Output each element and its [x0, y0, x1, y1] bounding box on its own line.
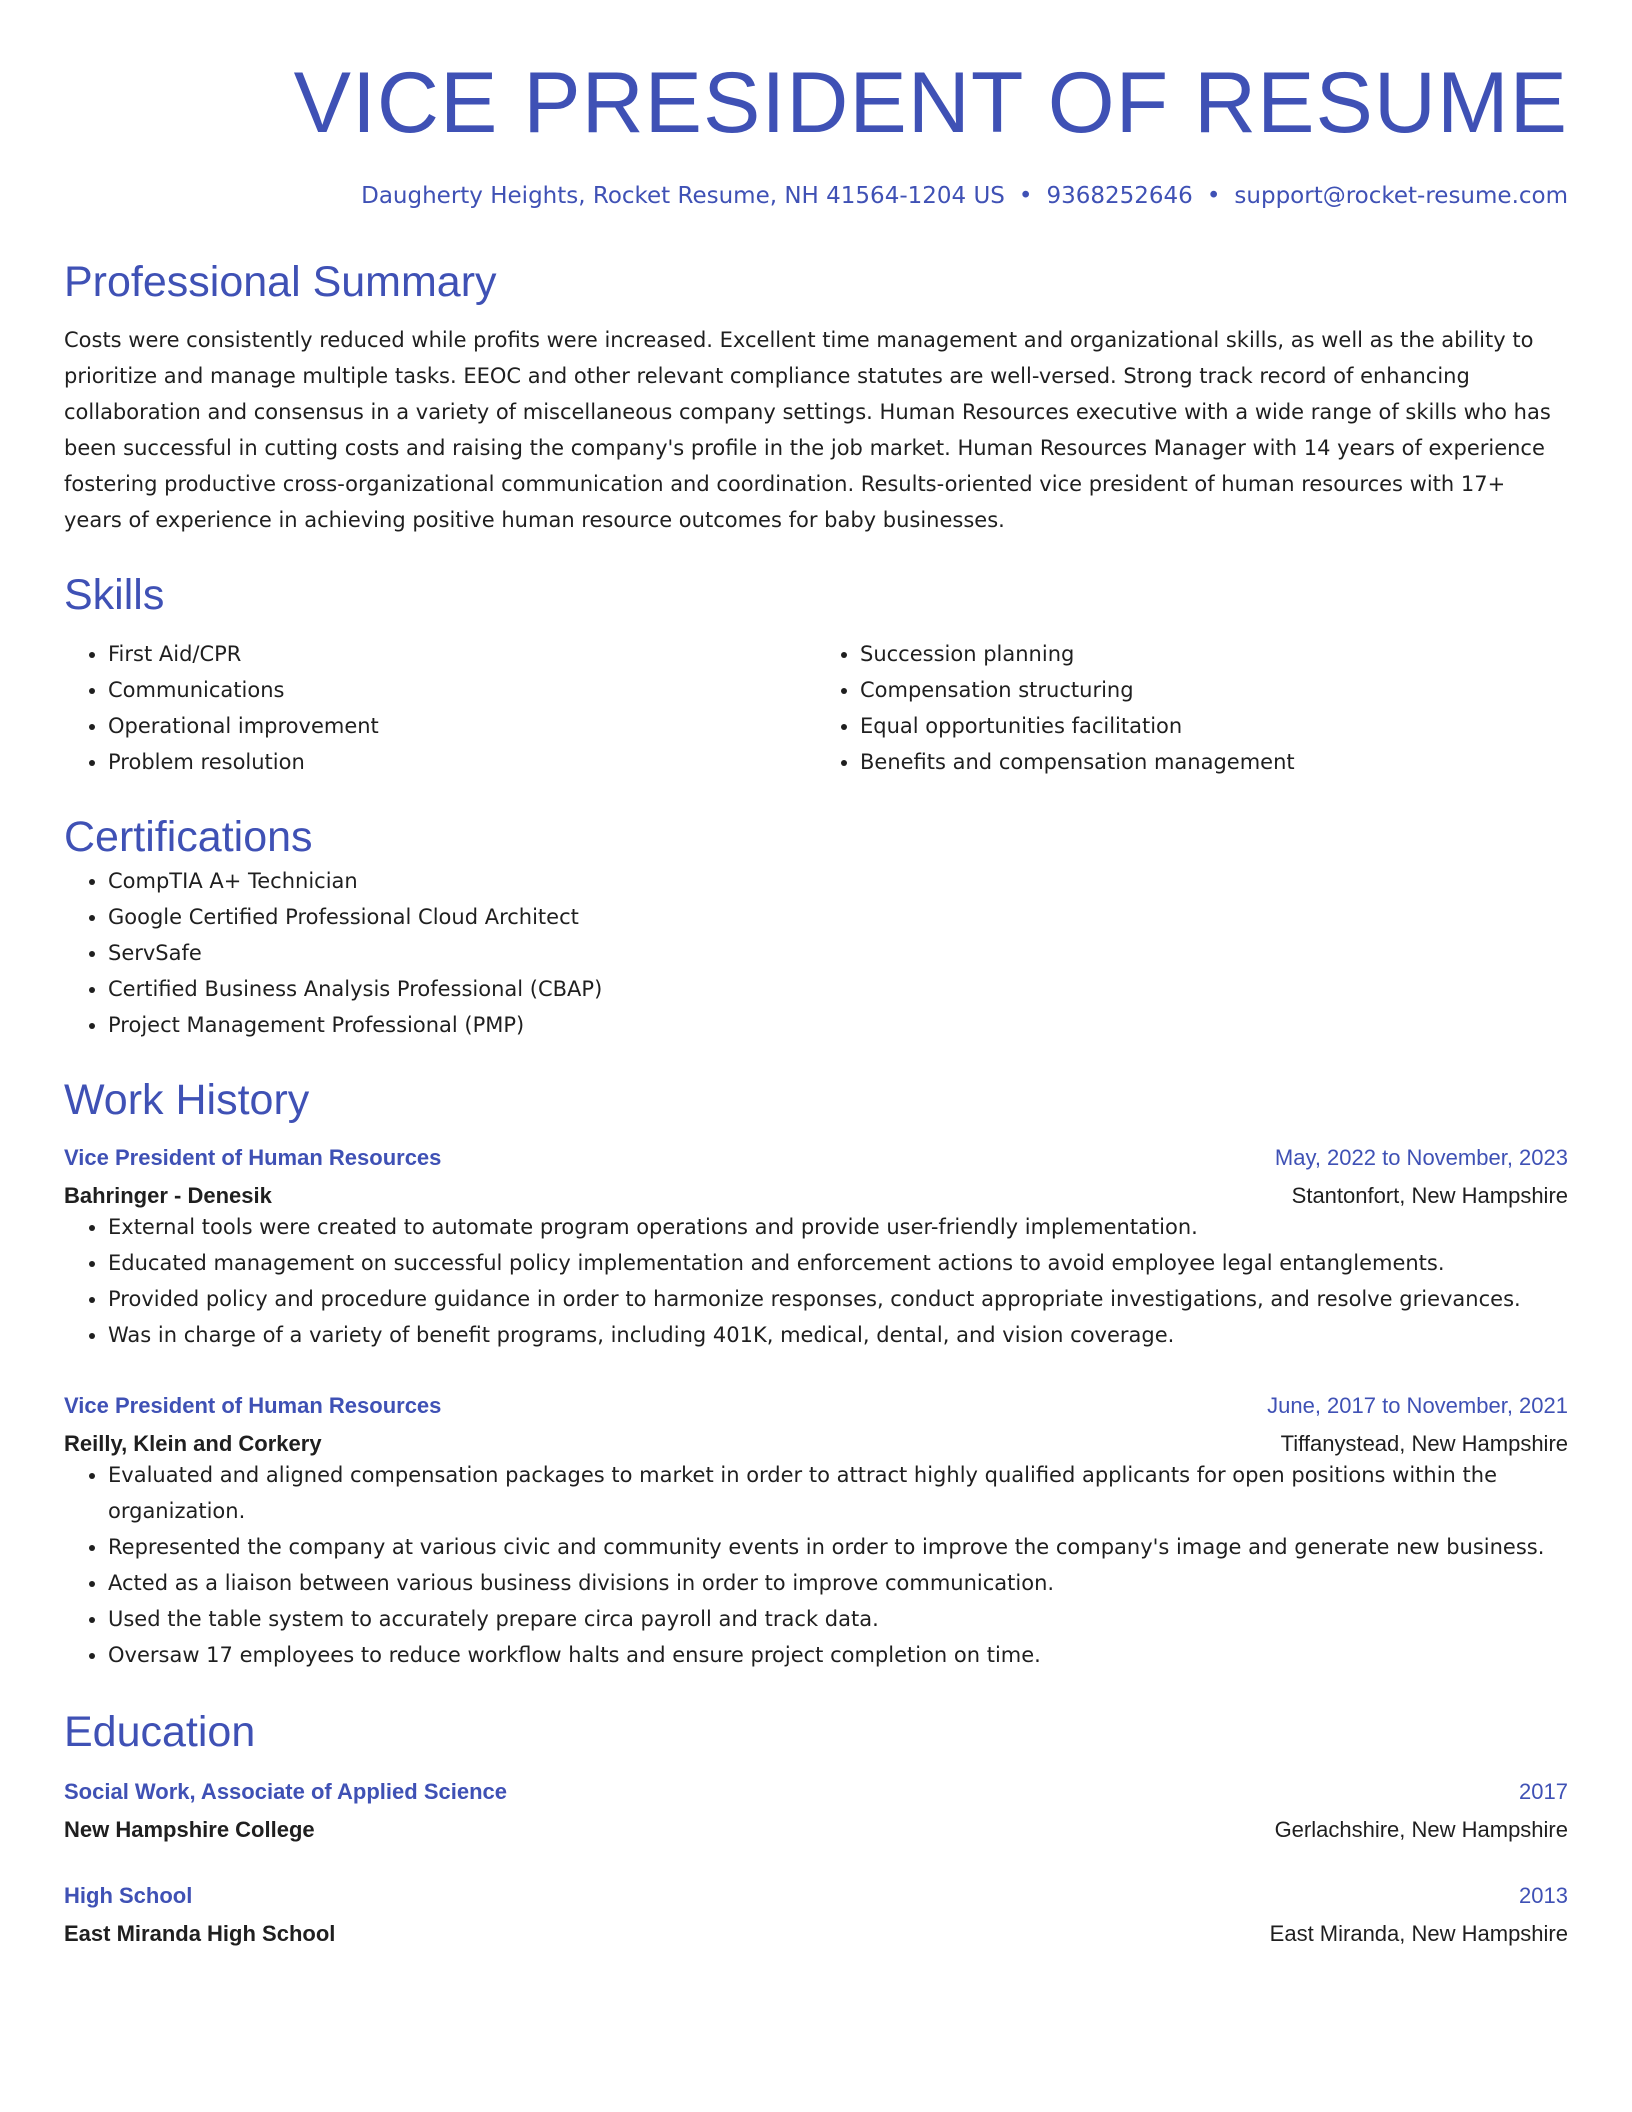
- certification-item: • ServSafe: [108, 935, 1568, 971]
- education-year: 2017: [1519, 1778, 1568, 1804]
- education-entry: [64, 1883, 1568, 1947]
- job-duty: • Oversaw 17 employees to reduce workflow halts and ensure project completion on time.: [108, 1637, 1568, 1673]
- job-duties-list: [64, 1209, 1568, 1353]
- certifications-list: [64, 863, 1568, 1043]
- job-duty: • Evaluated and aligned compensation packages to market in order to attract highly qualified applicants for open positions within the organization.: [108, 1457, 1568, 1529]
- skill-item: • Equal opportunities facilitation: [860, 708, 1568, 744]
- contact-separator: •: [1018, 182, 1033, 209]
- summary-text: Costs were consistently reduced while profits were increased. Excellent time management and organizational skills, as well as the ability to prioritize and manage multiple tasks. EEOC and other relevant compliance statutes are well-versed. Strong track record of enhancing collaboration and consensus in a variety of miscellaneous company settings. Human Resources executive with a wide range of skills who has been successful in cutting costs and raising the company's profile in the job market. Human Resources Manager with 14 years of experience fostering productive cross-organizational communication and coordination. Results-oriented vice president of human resources with 17+ years of experience in achieving positive human resource outcomes for baby businesses.: [64, 328, 1551, 533]
- education-heading: Education: [64, 1707, 256, 1756]
- job-company-row: [64, 1183, 1568, 1209]
- skills-heading: Skills: [64, 571, 165, 620]
- contact-email: support@rocket-resume.com: [1234, 182, 1568, 209]
- education-header-row: [64, 1779, 1568, 1805]
- job-company: Reilly, Klein and Corkery: [64, 1430, 322, 1456]
- work-history-heading: Work History: [64, 1076, 310, 1125]
- education-degree: High School: [64, 1882, 193, 1908]
- certification-item: • Google Certified Professional Cloud Architect: [108, 899, 1568, 935]
- skills-list-left: [64, 636, 816, 780]
- job-header-row: [64, 1393, 1568, 1419]
- job-location: Tiffanystead, New Hampshire: [1280, 1430, 1568, 1456]
- skills-columns: [64, 636, 1568, 780]
- job-company-row: [64, 1431, 1568, 1457]
- job-entry: [64, 1393, 1568, 1673]
- education-location: East Miranda, New Hampshire: [1269, 1920, 1568, 1946]
- job-location: Stantonfort, New Hampshire: [1291, 1182, 1568, 1208]
- skill-item: • Succession planning: [860, 636, 1568, 672]
- skills-list-right: [816, 636, 1568, 780]
- certification-item: • Project Management Professional (PMP): [108, 1007, 1568, 1043]
- job-duty: • Provided policy and procedure guidance in order to harmonize responses, conduct appropriate investigations, and resolve grievances.: [108, 1281, 1568, 1317]
- certifications-heading: Certifications: [64, 812, 313, 861]
- skill-item: • Operational improvement: [108, 708, 816, 744]
- education-entry: [64, 1779, 1568, 1843]
- contact-separator: •: [1206, 182, 1221, 209]
- skill-item: • Compensation structuring: [860, 672, 1568, 708]
- job-title: Vice President of Human Resources: [64, 1144, 442, 1170]
- education-degree: Social Work, Associate of Applied Science: [64, 1778, 507, 1804]
- job-duty: • Was in charge of a variety of benefit programs, including 401K, medical, dental, and vision coverage.: [108, 1317, 1568, 1353]
- education-school: East Miranda High School: [64, 1920, 336, 1946]
- skill-item: • Problem resolution: [108, 744, 816, 780]
- education-header-row: [64, 1883, 1568, 1909]
- job-dates: May, 2022 to November, 2023: [1274, 1144, 1568, 1170]
- certification-item: • CompTIA A+ Technician: [108, 863, 1568, 899]
- job-dates: June, 2017 to November, 2021: [1267, 1392, 1568, 1418]
- contact-line: [64, 183, 1568, 209]
- job-duty: • Educated management on successful policy implementation and enforcement actions to avoid employee legal entanglements.: [108, 1245, 1568, 1281]
- job-duty: • Acted as a liaison between various business divisions in order to improve communication.: [108, 1565, 1568, 1601]
- certification-item: • Certified Business Analysis Professional (CBAP): [108, 971, 1568, 1007]
- job-duty: • External tools were created to automate program operations and provide user-friendly implementation.: [108, 1209, 1568, 1245]
- education-school-row: [64, 1817, 1568, 1843]
- job-header-row: [64, 1145, 1568, 1171]
- job-duty: • Represented the company at various civic and community events in order to improve the company's image and generate new business.: [108, 1529, 1568, 1565]
- education-year: 2013: [1519, 1882, 1568, 1908]
- education-school-row: [64, 1921, 1568, 1947]
- resume-name: VICE PRESIDENT OF RESUME: [293, 55, 1568, 151]
- job-duty: • Used the table system to accurately prepare circa payroll and track data.: [108, 1601, 1568, 1637]
- job-title: Vice President of Human Resources: [64, 1392, 442, 1418]
- job-duties-list: [64, 1457, 1568, 1673]
- contact-phone: 9368252646: [1046, 182, 1193, 209]
- education-location: Gerlachshire, New Hampshire: [1274, 1816, 1568, 1842]
- contact-address: Daugherty Heights, Rocket Resume, NH 41564-1204 US: [361, 182, 1005, 209]
- skill-item: • First Aid/CPR: [108, 636, 816, 672]
- job-entry: [64, 1145, 1568, 1353]
- skill-item: • Benefits and compensation management: [860, 744, 1568, 780]
- summary-heading: Professional Summary: [64, 257, 497, 306]
- job-company: Bahringer - Denesik: [64, 1182, 272, 1208]
- education-school: New Hampshire College: [64, 1816, 315, 1842]
- skill-item: • Communications: [108, 672, 816, 708]
